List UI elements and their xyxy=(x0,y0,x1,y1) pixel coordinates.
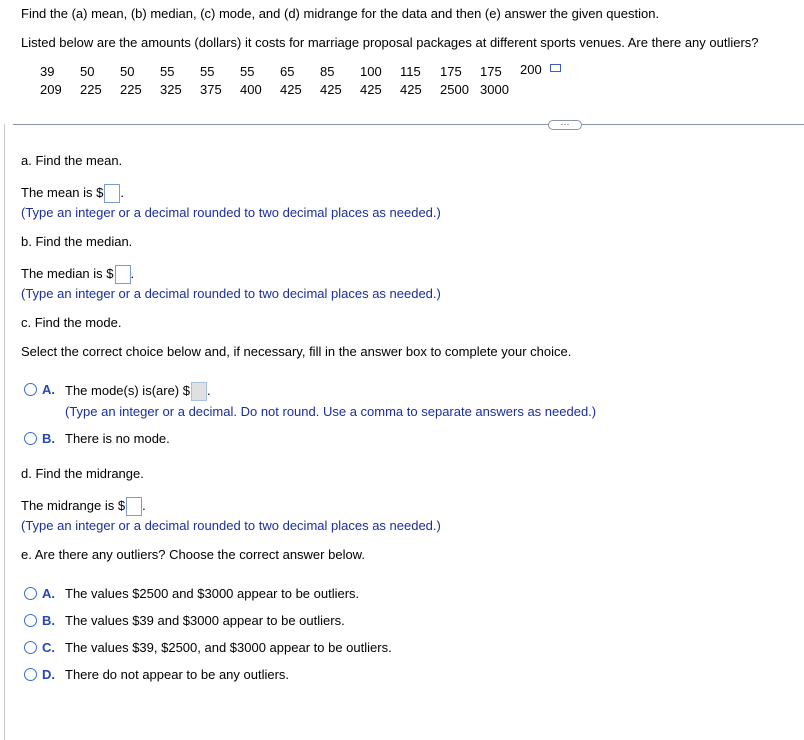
mode-option-b-radio[interactable] xyxy=(24,432,37,445)
divider xyxy=(13,124,804,125)
median-hint: (Type an integer or a decimal rounded to two decimal places as needed.) xyxy=(21,286,441,301)
mode-label: The mode(s) is(are) $ xyxy=(65,382,190,398)
midrange-input[interactable] xyxy=(126,497,142,516)
option-letter: B. xyxy=(42,431,55,446)
data-cell: 209 xyxy=(40,82,62,97)
outlier-option-c-radio[interactable] xyxy=(24,641,37,654)
data-cell: 2500 xyxy=(440,82,469,97)
data-cell: 425 xyxy=(400,82,422,97)
period: . xyxy=(130,265,135,281)
mode-option-b-text: There is no mode. xyxy=(65,431,170,446)
mode-option-a-line xyxy=(65,382,211,401)
data-cell-last xyxy=(520,62,580,80)
data-cell: 425 xyxy=(360,82,382,97)
data-cell: 425 xyxy=(320,82,342,97)
data-cell: 115 xyxy=(400,64,421,79)
part-c-heading: c. Find the mode. xyxy=(21,315,122,330)
part-a-heading: a. Find the mean. xyxy=(21,153,123,168)
left-border xyxy=(4,124,5,740)
option-letter: C. xyxy=(42,640,55,655)
outlier-option-b-text: The values $39 and $3000 appear to be outliers. xyxy=(65,613,345,628)
data-cell: 225 xyxy=(80,82,102,97)
instructions: Find the (a) mean, (b) median, (c) mode, and (d) midrange for the data and then (e) answer the given question. xyxy=(21,6,660,21)
data-cell: 55 xyxy=(240,64,255,79)
data-cell: 400 xyxy=(240,82,262,97)
mean-answer-line xyxy=(21,184,124,203)
data-cell: 425 xyxy=(280,82,302,97)
mode-option-a-radio[interactable] xyxy=(24,383,37,396)
midrange-label: The midrange is $ xyxy=(21,497,126,513)
part-e-heading: e. Are there any outliers? Choose the correct answer below. xyxy=(21,547,365,562)
data-cell: 85 xyxy=(320,64,335,79)
part-b-heading: b. Find the median. xyxy=(21,234,133,249)
period: . xyxy=(142,497,146,513)
data-cell: 50 xyxy=(80,64,95,79)
option-letter: A. xyxy=(42,586,55,601)
outlier-option-c-text: The values $39, $2500, and $3000 appear to be outliers. xyxy=(65,640,392,655)
part-d-heading: d. Find the midrange. xyxy=(21,466,144,481)
data-cell: 39 xyxy=(40,64,55,79)
more-button[interactable]: ··· xyxy=(548,120,582,130)
median-input[interactable] xyxy=(115,265,131,284)
period: . xyxy=(206,382,211,398)
option-letter: B. xyxy=(42,613,55,628)
median-label: The median is $ xyxy=(21,265,114,281)
data-row xyxy=(40,82,580,100)
midrange-answer-line xyxy=(21,497,146,516)
data-row xyxy=(40,64,580,82)
data-cell: 375 xyxy=(200,82,222,97)
mode-instruction: Select the correct choice below and, if necessary, fill in the answer box to complete your choice. xyxy=(21,344,572,359)
data-cell: 100 xyxy=(360,64,382,79)
option-letter: A. xyxy=(42,382,55,397)
outlier-option-a-radio[interactable] xyxy=(24,587,37,600)
data-cell: 175 xyxy=(480,64,502,79)
data-cell: 200 xyxy=(520,62,542,77)
period: . xyxy=(120,184,124,200)
question-prompt: Listed below are the amounts (dollars) it costs for marriage proposal packages at different sports venues. Are there any outliers? xyxy=(21,35,759,50)
data-cell: 55 xyxy=(160,64,175,79)
data-table xyxy=(40,64,580,100)
option-letter: D. xyxy=(42,667,55,682)
mean-label: The mean is $ xyxy=(21,184,104,200)
data-cell: 65 xyxy=(280,64,295,79)
outlier-option-d-text: There do not appear to be any outliers. xyxy=(65,667,290,682)
outlier-option-a-text: The values $2500 and $3000 appear to be outliers. xyxy=(65,586,360,601)
outlier-option-b-radio[interactable] xyxy=(24,614,37,627)
outlier-option-d-radio[interactable] xyxy=(24,668,37,681)
data-cell: 3000 xyxy=(480,82,509,97)
data-cell: 175 xyxy=(440,64,462,79)
mean-hint: (Type an integer or a decimal rounded to two decimal places as needed.) xyxy=(21,205,441,220)
median-answer-line xyxy=(21,265,134,284)
mode-input[interactable] xyxy=(191,382,207,401)
data-cell: 225 xyxy=(120,82,142,97)
mean-input[interactable] xyxy=(104,184,120,203)
mode-hint: (Type an integer or a decimal. Do not round. Use a comma to separate answers as needed.) xyxy=(65,404,597,419)
copy-data-icon[interactable] xyxy=(550,64,561,72)
data-cell: 50 xyxy=(120,64,135,79)
midrange-hint: (Type an integer or a decimal rounded to two decimal places as needed.) xyxy=(21,518,441,533)
data-cell: 325 xyxy=(160,82,182,97)
data-cell: 55 xyxy=(200,64,215,79)
